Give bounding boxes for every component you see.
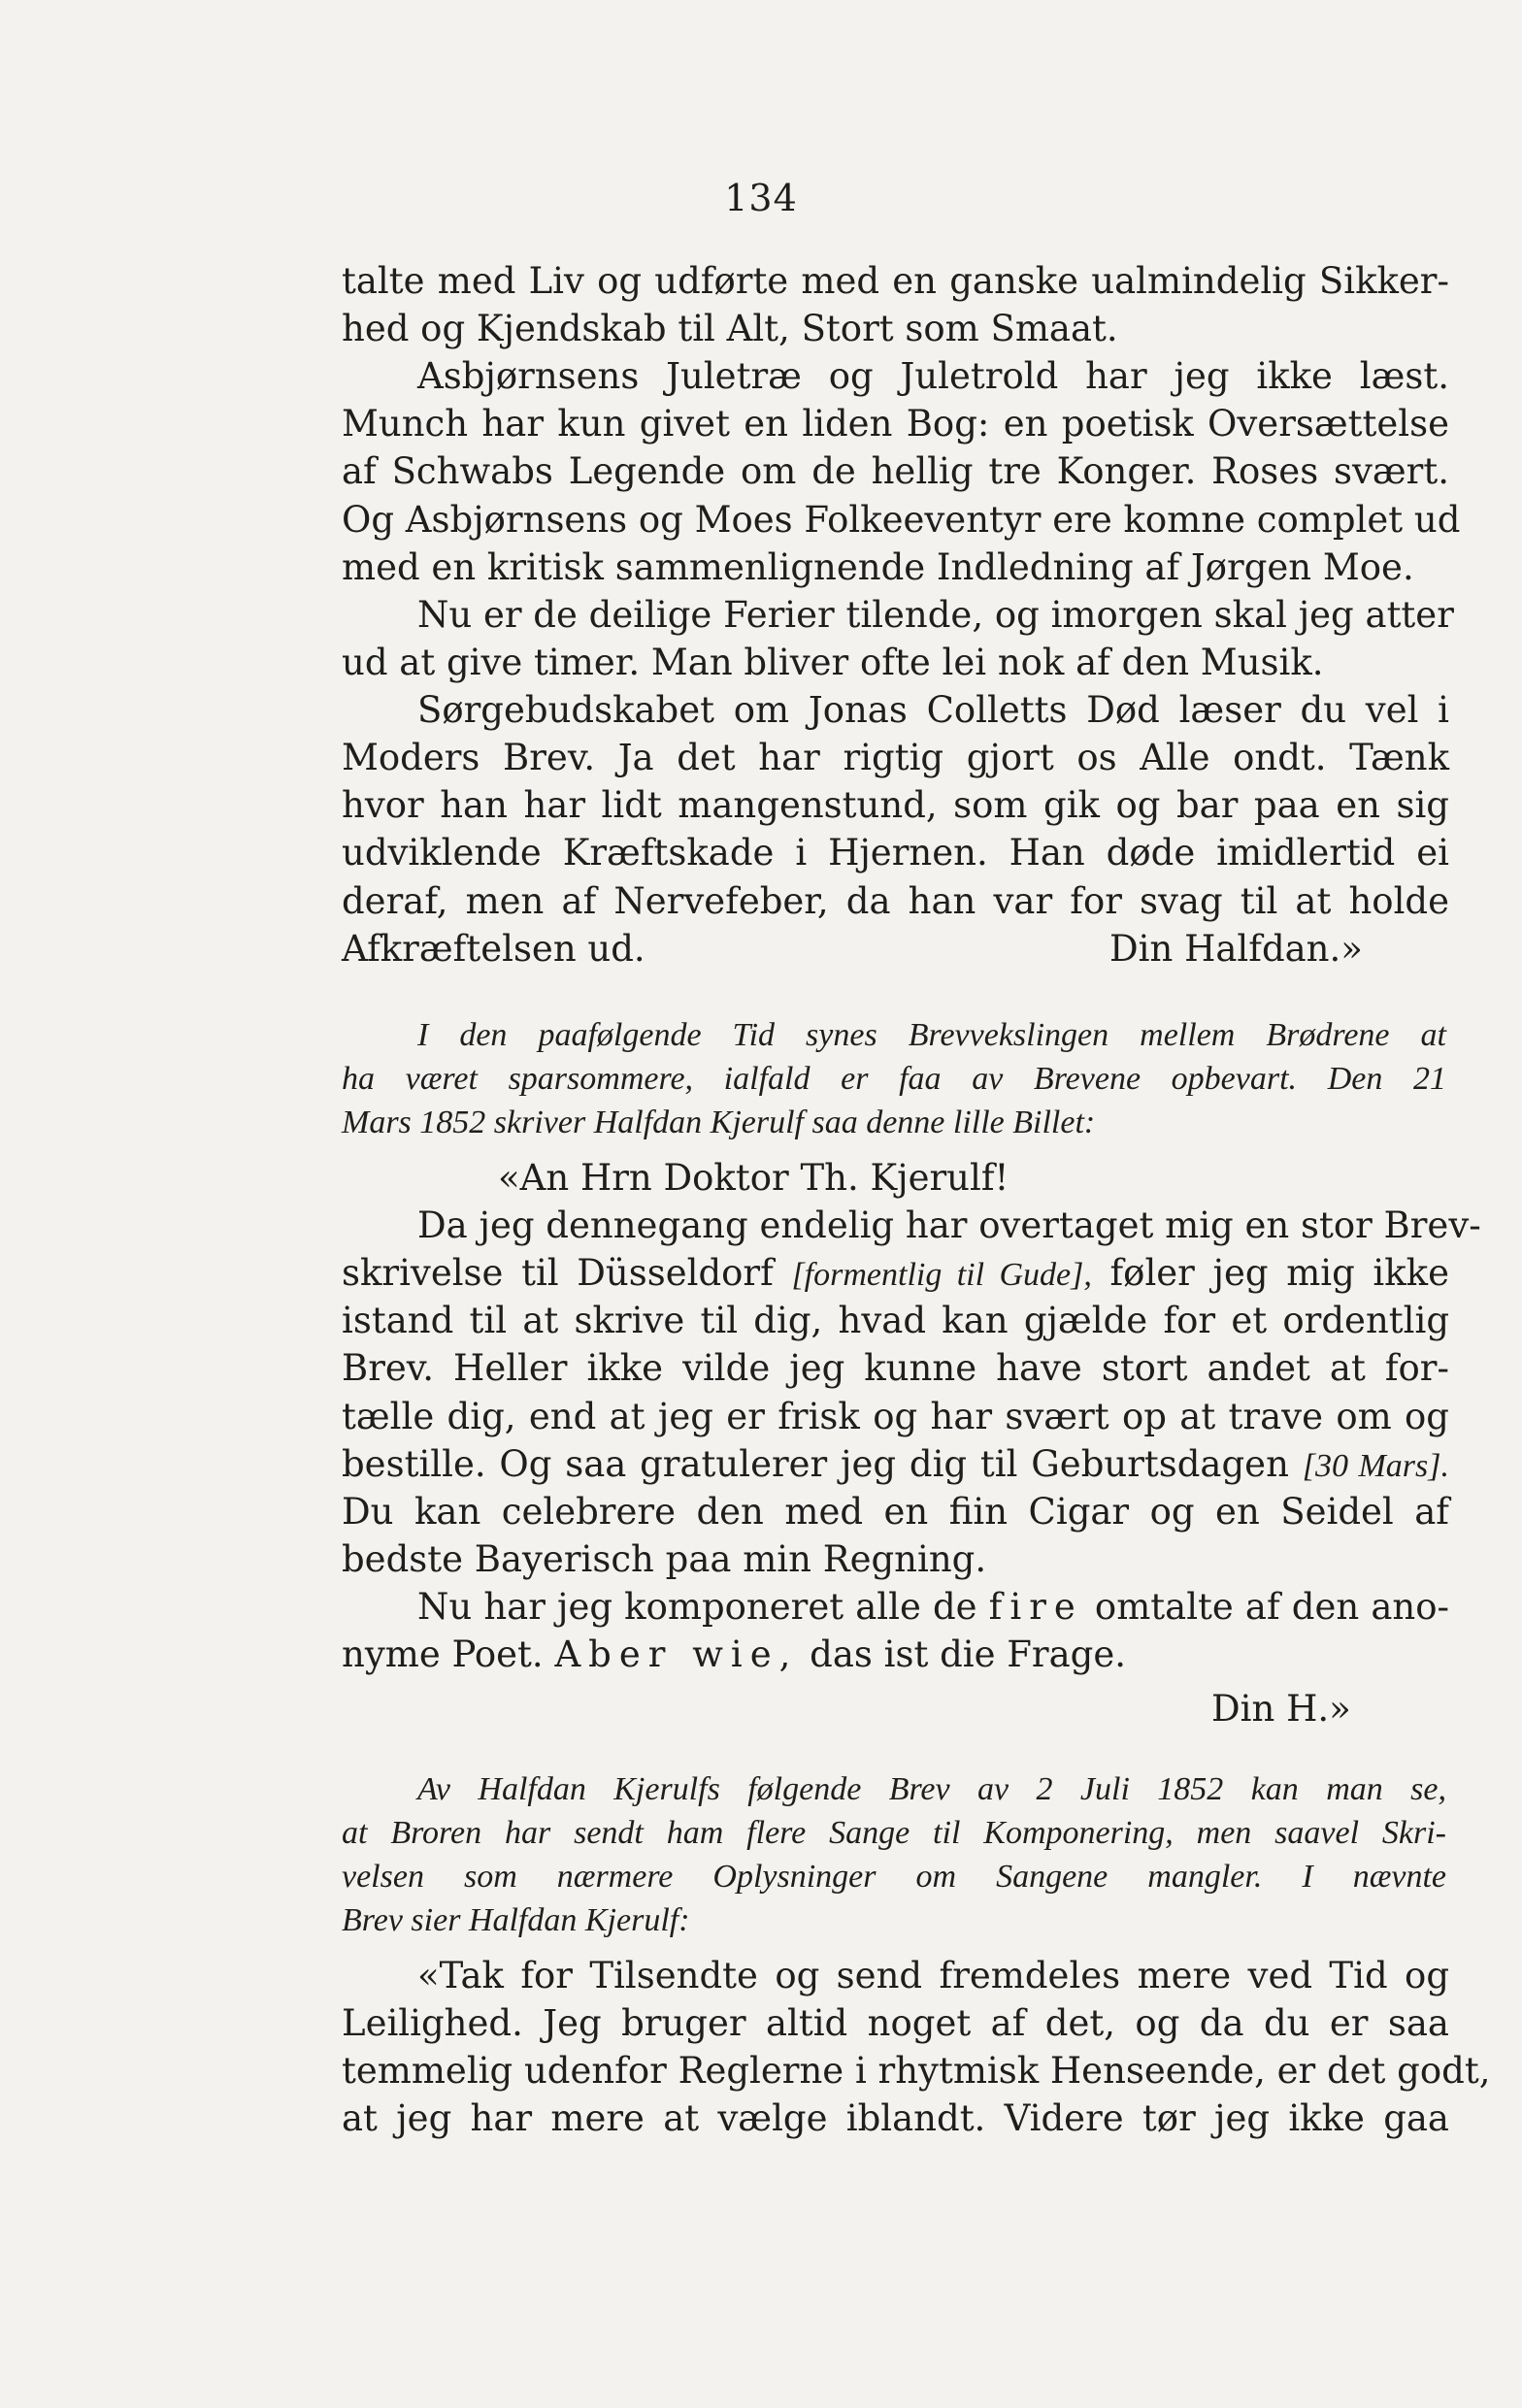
- text-line: tælle dig, end at jeg er frisk og har svært op at trave om og: [342, 1396, 1449, 1437]
- text-line: Da jeg dennegang endelig har overtaget mig en stor Brev-: [417, 1204, 1481, 1246]
- editorial-note-line: ha været sparsommere, ialfald er faa av Brevene opbevart. Den 21: [342, 1061, 1446, 1097]
- text-line: Nu er de deilige Ferier tilende, og imorgen skal jeg atter: [417, 594, 1454, 636]
- text-line: [417, 1584, 1449, 1631]
- text-line: «Tak for Tilsendte og send fremdeles mere ved Tid og: [417, 1955, 1449, 1996]
- text-line: Og Asbjørnsens og Moes Folkeeventyr ere komne complet ud: [342, 499, 1461, 541]
- text-line: [342, 1250, 1449, 1297]
- editorial-note-line: Av Halfdan Kjerulfs følgende Brev av 2 Juli 1852 kan man se,: [417, 1771, 1446, 1807]
- page-number: 134: [724, 177, 798, 219]
- text-line: hvor han har lidt mangenstund, som gik og bar paa en sig: [342, 784, 1449, 826]
- text-line: Afkræftelsen ud.: [342, 928, 645, 970]
- signature-line: Din H.»: [1211, 1688, 1351, 1730]
- text-line: [342, 1441, 1449, 1488]
- text-line: bedste Bayerisch paa min Regning.: [342, 1538, 987, 1580]
- text-segment: nyme Poet.: [342, 1633, 544, 1675]
- text-line: talte med Liv og udførte med en ganske ualmindelig Sikker-: [342, 260, 1449, 302]
- text-line: Sørgebudskabet om Jonas Colletts Død læser du vel i: [417, 689, 1449, 731]
- text-line: Brev. Heller ikke vilde jeg kunne have stort andet at for-: [342, 1347, 1449, 1389]
- text-segment: das ist die Frage.: [810, 1633, 1127, 1675]
- text-line: at jeg har mere at vælge iblandt. Videre tør jeg ikke gaa: [342, 2097, 1449, 2139]
- editorial-note-line: velsen som nærmere Oplysninger om Sangene mangler. I nævnte: [342, 1859, 1446, 1895]
- spaced-emphasis: fire: [988, 1586, 1083, 1628]
- text-line: udviklende Kræftskade i Hjernen. Han døde imidlertid ei: [342, 832, 1449, 874]
- text-line: Leilighed. Jeg bruger altid noget af det, og da du er saa: [342, 2002, 1449, 2044]
- text-line: af Schwabs Legende om de hellig tre Konger. Roses svært.: [342, 450, 1449, 492]
- text-line: Moders Brev. Ja det har rigtig gjort os Alle ondt. Tænk: [342, 737, 1449, 778]
- editorial-note-line: Brev sier Halfdan Kjerulf:: [342, 1902, 690, 1938]
- text-line: [342, 1632, 1126, 1678]
- editorial-note-line: I den paafølgende Tid synes Brevvekslingen mellem Brødrene at: [417, 1017, 1446, 1053]
- editorial-insert: [formentlig til Gude],: [791, 1257, 1092, 1293]
- spaced-emphasis: Aber wie,: [554, 1633, 799, 1675]
- editorial-insert: [30 Mars].: [1302, 1448, 1450, 1484]
- text-line: hed og Kjendskab til Alt, Stort som Smaat.: [342, 308, 1118, 349]
- text-segment: bestille. Og saa gratulerer jeg dig til Geburtsdagen: [342, 1443, 1289, 1485]
- text-segment: Nu har jeg komponeret alle de: [417, 1586, 977, 1628]
- signature-line: Din Halfdan.»: [1109, 928, 1363, 970]
- text-segment: omtalte af den ano-: [1094, 1586, 1449, 1628]
- text-line: Asbjørnsens Juletræ og Juletrold har jeg ikke læst.: [417, 355, 1449, 397]
- text-segment: skrivelse til Düsseldorf: [342, 1252, 774, 1294]
- text-line: Du kan celebrere den med en fiin Cigar og en Seidel af: [342, 1491, 1449, 1533]
- text-segment: føler jeg mig ikke: [1109, 1252, 1450, 1294]
- text-line: temmelig udenfor Reglerne i rhytmisk Henseende, er det godt,: [342, 2050, 1491, 2092]
- text-line: ud at give timer. Man bliver ofte lei nok af den Musik.: [342, 642, 1324, 683]
- editorial-note-line: at Broren har sendt ham flere Sange til Komponering, men saavel Skri-: [342, 1815, 1446, 1851]
- editorial-note-line: Mars 1852 skriver Halfdan Kjerulf saa denne lille Billet:: [342, 1105, 1096, 1140]
- text-line: istand til at skrive til dig, hvad kan gjælde for et ordentlig: [342, 1300, 1449, 1341]
- text-line: med en kritisk sammenlignende Indledning af Jørgen Moe.: [342, 546, 1414, 588]
- letter-salutation: «An Hrn Doktor Th. Kjerulf!: [498, 1157, 1009, 1199]
- text-line: deraf, men af Nervefeber, da han var for svag til at holde: [342, 880, 1449, 922]
- text-line: Munch har kun givet en liden Bog: en poetisk Oversættelse: [342, 403, 1449, 445]
